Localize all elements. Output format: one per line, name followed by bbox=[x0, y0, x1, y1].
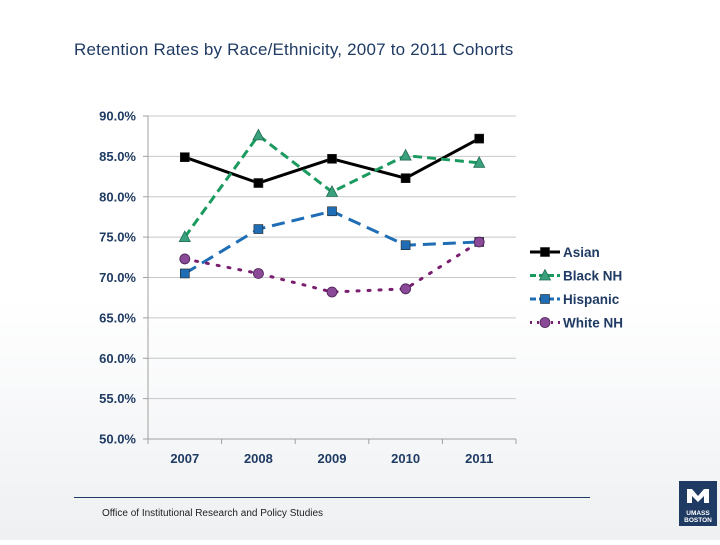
y-tick-label: 90.0% bbox=[99, 108, 136, 124]
y-tick-label: 55.0% bbox=[99, 391, 136, 407]
x-tick-label: 2007 bbox=[170, 451, 200, 466]
data-point bbox=[400, 150, 411, 161]
y-tick-label: 60.0% bbox=[99, 350, 136, 366]
logo-mark-icon bbox=[679, 481, 717, 511]
data-point bbox=[328, 154, 337, 163]
y-tick-label: 75.0% bbox=[99, 229, 136, 245]
x-tick-label: 2009 bbox=[317, 451, 347, 466]
x-tick-label: 2010 bbox=[391, 451, 421, 466]
y-tick-label: 65.0% bbox=[99, 310, 136, 326]
data-point bbox=[328, 207, 337, 216]
data-point bbox=[327, 287, 337, 297]
data-point bbox=[180, 254, 190, 264]
data-point bbox=[253, 268, 263, 278]
data-point bbox=[541, 248, 550, 257]
legend-label: Black NH bbox=[563, 268, 623, 284]
y-tick-label: 70.0% bbox=[99, 270, 136, 285]
data-point bbox=[401, 174, 410, 183]
data-point bbox=[253, 129, 264, 140]
series-black-nh bbox=[179, 129, 484, 241]
y-tick-label: 50.0% bbox=[99, 431, 136, 447]
logo-text-line2: BOSTON bbox=[684, 517, 712, 524]
slide-title: Retention Rates by Race/Ethnicity, 2007 to 2011 Cohorts bbox=[74, 40, 514, 59]
footer-divider bbox=[74, 497, 590, 498]
data-point bbox=[541, 295, 550, 304]
legend-item bbox=[530, 292, 620, 307]
footer-text: Office of Institutional Research and Policy Studies bbox=[102, 508, 324, 519]
data-point bbox=[474, 237, 484, 247]
legend-label: Asian bbox=[563, 245, 600, 260]
y-tick-label: 80.0% bbox=[99, 189, 136, 205]
series-line bbox=[185, 211, 479, 273]
data-point bbox=[180, 269, 189, 278]
data-point bbox=[180, 153, 189, 162]
legend-item bbox=[530, 269, 622, 284]
x-tick-label: 2011 bbox=[465, 451, 494, 466]
legend-item bbox=[530, 245, 600, 260]
series-line bbox=[185, 242, 479, 292]
legend-label: Hispanic bbox=[563, 292, 620, 307]
y-tick-label: 85.0% bbox=[99, 148, 136, 164]
legend-label: White NH bbox=[563, 315, 623, 331]
data-point bbox=[401, 284, 411, 294]
data-point bbox=[540, 318, 550, 328]
data-point bbox=[475, 134, 484, 143]
x-tick-label: 2008 bbox=[243, 451, 273, 466]
legend-item bbox=[530, 316, 623, 331]
umass-boston-logo bbox=[679, 481, 717, 526]
data-point bbox=[254, 225, 263, 234]
data-point bbox=[401, 241, 410, 250]
logo-text-line1: UMASS bbox=[686, 510, 710, 517]
series-white-nh bbox=[180, 237, 484, 297]
data-point bbox=[254, 179, 263, 188]
